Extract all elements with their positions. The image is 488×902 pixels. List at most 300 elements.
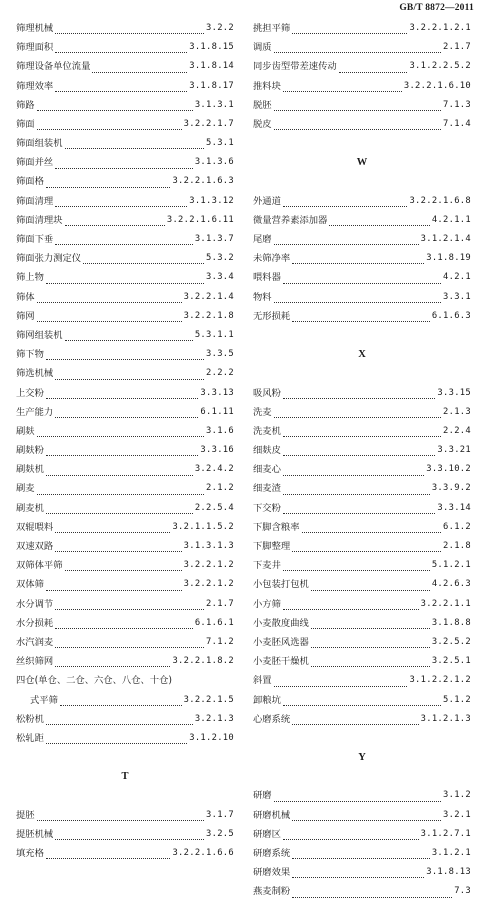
index-term: 筛上物 [16, 272, 44, 284]
index-term: 研磨区 [253, 828, 281, 840]
index-term: 刷麸 [16, 425, 35, 437]
leader-dots [55, 91, 187, 92]
index-entry [253, 806, 471, 825]
leader-dots [37, 820, 204, 821]
index-entry [16, 230, 234, 249]
index-entry [16, 134, 234, 153]
index-entry [253, 882, 471, 901]
index-entry [253, 441, 471, 460]
clause-number: 5.1.2 [443, 694, 471, 705]
index-entry [16, 384, 234, 403]
clause-number: 3.2.2.1.8.2 [172, 656, 234, 667]
leader-dots [55, 647, 204, 648]
index-term: 研磨 [253, 790, 272, 802]
index-entry [253, 480, 471, 499]
index-entry [253, 249, 471, 268]
clause-number: 3.3.13 [200, 387, 234, 398]
index-entry [253, 422, 471, 441]
clause-number: 3.1.8.15 [189, 42, 234, 53]
leader-dots [65, 570, 182, 571]
index-entry [16, 556, 234, 575]
leader-dots [55, 379, 204, 380]
section-letter: T [121, 771, 129, 783]
index-entry [16, 345, 234, 364]
clause-number: 7.1.3 [443, 99, 471, 110]
clause-number: 3.1.6 [206, 425, 234, 436]
index-term: 填充格 [16, 848, 44, 860]
index-entry [16, 575, 234, 594]
clause-number: 5.1.2.1 [431, 560, 471, 571]
clause-number: 3.2.2.1.6.10 [403, 80, 471, 91]
clause-number: 3.1.8.8 [431, 617, 471, 628]
clause-number: 5.3.1.1 [194, 329, 234, 340]
index-entry [16, 326, 234, 345]
index-entry [253, 268, 471, 287]
index-entry [253, 633, 471, 652]
index-entry [253, 844, 471, 863]
clause-number: 3.3.5 [206, 349, 234, 360]
leader-dots [283, 398, 436, 399]
leader-dots [283, 455, 436, 456]
leader-dots [292, 321, 430, 322]
leader-dots [46, 513, 193, 514]
index-entry [16, 806, 234, 825]
blank-line [253, 326, 471, 345]
index-term: 吸风粉 [253, 387, 281, 399]
leader-dots [60, 705, 182, 706]
index-term: 式平筛 [30, 694, 58, 706]
index-term: 生产能力 [16, 406, 54, 418]
leader-dots [55, 52, 187, 53]
clause-number: 3.2.2 [206, 22, 234, 33]
index-entry [16, 364, 234, 383]
index-term: 刷麦机 [16, 502, 44, 514]
leader-dots [55, 33, 204, 34]
index-entry [253, 710, 471, 729]
clause-number: 3.1.3.7 [194, 234, 234, 245]
index-entry [253, 499, 471, 518]
index-term: 小麦胚干燥机 [253, 656, 309, 668]
clause-number: 3.1.2.2.1.2 [409, 675, 471, 686]
clause-number: 3.2.2.1.6.8 [409, 195, 471, 206]
index-entry [253, 460, 471, 479]
leader-dots [311, 647, 430, 648]
clause-number: 3.2.2.1.8 [183, 310, 234, 321]
index-entry [253, 556, 471, 575]
index-entry [253, 537, 471, 556]
index-term: 研磨机械 [253, 809, 291, 821]
index-entry [16, 499, 234, 518]
clause-number: 3.2.2.1.6.6 [172, 848, 234, 859]
leader-dots [311, 628, 430, 629]
index-term: 尾磨 [253, 234, 272, 246]
index-term: 水分调节 [16, 598, 54, 610]
index-term: 燕麦制粉 [253, 886, 291, 898]
clause-number: 2.2.5.4 [194, 502, 234, 513]
index-entry [16, 441, 234, 460]
leader-dots [55, 666, 170, 667]
leader-dots [274, 110, 441, 111]
clause-number: 4.2.1.1 [431, 214, 471, 225]
clause-number: 3.2.2.1.2.1 [409, 22, 471, 33]
standard-code: GB/T 8872—2011 [399, 3, 474, 13]
index-term: 细麦渣 [253, 483, 281, 495]
index-entry [253, 96, 471, 115]
clause-number: 3.2.2.1.1 [420, 598, 471, 609]
leader-dots [292, 724, 418, 725]
clause-number: 3.2.2.1.6.3 [172, 176, 234, 187]
index-column-right [253, 19, 471, 902]
clause-number: 3.2.5.1 [431, 656, 471, 667]
index-term: 筛面下垂 [16, 234, 54, 246]
leader-dots [283, 609, 419, 610]
index-term: 筛面组装机 [16, 138, 63, 150]
clause-number: 3.1.3.6 [194, 157, 234, 168]
index-entry [253, 211, 471, 230]
clause-number: 6.1.2 [443, 521, 471, 532]
clause-number: 3.1.2.1.4 [420, 234, 471, 245]
section-letter: W [356, 157, 368, 169]
index-term: 同步齿型带差速传动 [253, 61, 337, 73]
leader-dots [283, 494, 430, 495]
index-entry [253, 307, 471, 326]
index-term: 提胚机械 [16, 828, 54, 840]
leader-dots [37, 321, 182, 322]
index-term: 挑担平筛 [253, 22, 291, 34]
index-entry [253, 230, 471, 249]
clause-number: 3.1.2.1.3 [420, 713, 471, 724]
clause-number: 3.2.1.3 [194, 713, 234, 724]
index-term: 筛面清理块 [16, 214, 63, 226]
blank-line [253, 729, 471, 748]
index-term: 筛理设备单位流量 [16, 61, 91, 73]
leader-dots [292, 858, 430, 859]
leader-dots [55, 244, 193, 245]
index-entry [16, 691, 234, 710]
clause-number: 3.3.16 [200, 445, 234, 456]
index-entry [253, 192, 471, 211]
clause-number: 4.2.1 [443, 272, 471, 283]
index-entry [16, 19, 234, 38]
index-entry [16, 633, 234, 652]
clause-number: 3.1.2 [443, 790, 471, 801]
clause-number: 2.2.2 [206, 368, 234, 379]
leader-dots [292, 263, 424, 264]
index-entry [253, 652, 471, 671]
leader-dots [274, 244, 419, 245]
index-entry [16, 422, 234, 441]
index-entry [16, 307, 234, 326]
index-term: 脱胚 [253, 99, 272, 111]
leader-dots [55, 609, 204, 610]
leader-dots [65, 340, 193, 341]
clause-number: 3.1.8.13 [426, 867, 471, 878]
leader-dots [55, 628, 193, 629]
index-entry [16, 671, 234, 690]
index-term: 松粉机 [16, 713, 44, 725]
clause-number: 3.1.2.7.1 [420, 828, 471, 839]
index-entry [253, 863, 471, 882]
blank-line [253, 364, 471, 383]
index-term: 筛网 [16, 310, 35, 322]
index-term: 刷麦 [16, 483, 35, 495]
leader-dots [329, 225, 429, 226]
leader-dots [55, 839, 204, 840]
index-entry [16, 38, 234, 57]
clause-number: 3.2.2.1.4 [183, 291, 234, 302]
leader-dots [274, 302, 441, 303]
leader-dots [283, 475, 424, 476]
index-term: 脱皮 [253, 118, 272, 130]
index-entry [16, 710, 234, 729]
leader-dots [283, 206, 408, 207]
index-entry [253, 19, 471, 38]
index-term: 筛路 [16, 99, 35, 111]
clause-number: 3.3.10.2 [426, 464, 471, 475]
index-term: 刷麸粉 [16, 445, 44, 457]
clause-number: 7.3 [454, 886, 471, 897]
index-term: 双辊喂料 [16, 521, 54, 533]
leader-dots [46, 590, 182, 591]
index-entry [16, 652, 234, 671]
index-term: 下麦井 [253, 560, 281, 572]
clause-number: 3.3.9.2 [431, 483, 471, 494]
index-term: 水分损耗 [16, 617, 54, 629]
index-entry [16, 173, 234, 192]
leader-dots [46, 398, 199, 399]
index-term: 筛体 [16, 291, 35, 303]
index-term: 微量营养素添加器 [253, 214, 328, 226]
index-entry [253, 575, 471, 594]
leader-dots [311, 666, 430, 667]
index-term: 提胚 [16, 809, 35, 821]
clause-number: 3.2.5.2 [431, 636, 471, 647]
leader-dots [283, 436, 441, 437]
index-term: 研磨系统 [253, 848, 291, 860]
leader-dots [292, 877, 424, 878]
index-entry [253, 518, 471, 537]
leader-dots [46, 455, 199, 456]
index-term: 洗麦 [253, 406, 272, 418]
index-term: 下脚整理 [253, 541, 291, 553]
index-term: 下交粉 [253, 502, 281, 514]
leader-dots [292, 897, 452, 898]
clause-number: 7.1.2 [206, 636, 234, 647]
clause-number: 3.1.3.1.3 [183, 541, 234, 552]
index-entry [16, 288, 234, 307]
leader-dots [274, 52, 441, 53]
index-entry [253, 115, 471, 134]
index-entry [253, 38, 471, 57]
index-term: 卸粮坑 [253, 694, 281, 706]
index-term: 推料块 [253, 80, 281, 92]
clause-number: 2.1.8 [443, 541, 471, 552]
clause-number: 3.1.2.10 [189, 732, 234, 743]
leader-dots [46, 475, 193, 476]
index-entry [253, 825, 471, 844]
leader-dots [46, 724, 193, 725]
index-entry [253, 595, 471, 614]
clause-number: 3.2.1.1.5.2 [172, 521, 234, 532]
clause-number: 7.1.4 [443, 118, 471, 129]
leader-dots [37, 110, 193, 111]
leader-dots [302, 532, 442, 533]
index-term: 筛理机械 [16, 22, 54, 34]
leader-dots [55, 206, 187, 207]
index-term: 细麸皮 [253, 445, 281, 457]
index-entry [253, 787, 471, 806]
leader-dots [274, 801, 441, 802]
index-entry [253, 403, 471, 422]
leader-dots [274, 417, 441, 418]
blank-line [16, 787, 234, 806]
index-term: 洗麦机 [253, 425, 281, 437]
index-term: 刷麸机 [16, 464, 44, 476]
leader-dots [283, 839, 419, 840]
leader-dots [283, 570, 430, 571]
leader-dots [55, 417, 198, 418]
index-term: 外通道 [253, 195, 281, 207]
leader-dots [37, 302, 182, 303]
index-term: 筛网组装机 [16, 329, 63, 341]
index-entry [16, 537, 234, 556]
clause-number: 3.1.3.1 [194, 99, 234, 110]
clause-number: 3.2.4.2 [194, 464, 234, 475]
index-term: 筛理效率 [16, 80, 54, 92]
leader-dots [83, 263, 204, 264]
clause-number: 3.1.3.12 [189, 195, 234, 206]
index-entry [253, 384, 471, 403]
clause-number: 2.1.2 [206, 483, 234, 494]
clause-number: 5.3.1 [206, 138, 234, 149]
index-entry [16, 403, 234, 422]
leader-dots [283, 91, 402, 92]
index-term: 筛面并丝 [16, 157, 54, 169]
index-entry [16, 614, 234, 633]
clause-number: 4.2.6.3 [431, 579, 471, 590]
index-term: 筛面格 [16, 176, 44, 188]
index-term: 水汽润麦 [16, 636, 54, 648]
leader-dots [46, 858, 171, 859]
index-term: 筛面 [16, 118, 35, 130]
clause-number: 3.2.2.1.5 [183, 694, 234, 705]
clause-number: 3.3.4 [206, 272, 234, 283]
clause-number: 3.1.2.1 [431, 848, 471, 859]
leader-dots [55, 168, 193, 169]
index-term: 四仓(单仓、二仓、六仓、八仓、十仓) [16, 675, 173, 687]
leader-dots [37, 494, 204, 495]
index-term: 筛选机械 [16, 368, 54, 380]
index-term: 筛面清理 [16, 195, 54, 207]
clause-number: 3.3.21 [437, 445, 471, 456]
index-entry [16, 460, 234, 479]
leader-dots [292, 551, 441, 552]
index-term: 上交粉 [16, 387, 44, 399]
clause-number: 3.2.2.1.2 [183, 560, 234, 571]
index-entry [16, 844, 234, 863]
index-term: 双筛体平筛 [16, 560, 63, 572]
index-term: 心磨系统 [253, 713, 291, 725]
index-entry [253, 614, 471, 633]
clause-number: 3.1.7 [206, 809, 234, 820]
index-entry [16, 268, 234, 287]
index-term: 调质 [253, 42, 272, 54]
index-term: 丝织筛网 [16, 656, 54, 668]
index-entry [16, 518, 234, 537]
index-term: 物料 [253, 291, 272, 303]
index-entry [16, 57, 234, 76]
clause-number: 3.2.2.1.2 [183, 579, 234, 590]
index-term: 筛下物 [16, 349, 44, 361]
index-term: 筛理面积 [16, 42, 54, 54]
clause-number: 2.1.7 [443, 42, 471, 53]
index-term: 未筛净率 [253, 253, 291, 265]
clause-number: 3.2.2.1.6.11 [166, 214, 234, 225]
leader-dots [55, 551, 181, 552]
clause-number: 2.1.3 [443, 406, 471, 417]
leader-dots [37, 129, 182, 130]
index-term: 下脚含粮率 [253, 521, 300, 533]
index-entry [16, 729, 234, 748]
clause-number: 3.3.1 [443, 291, 471, 302]
clause-number: 3.2.5 [206, 828, 234, 839]
index-term: 研磨效果 [253, 867, 291, 879]
leader-dots [283, 513, 436, 514]
leader-dots [339, 72, 408, 73]
clause-number: 3.2.1 [443, 809, 471, 820]
index-entry [16, 595, 234, 614]
clause-number: 6.1.11 [200, 406, 234, 417]
section-letter: X [358, 349, 366, 361]
clause-number: 6.1.6.3 [431, 310, 471, 321]
leader-dots [274, 129, 441, 130]
index-entry [253, 671, 471, 690]
index-column-left [16, 19, 234, 863]
index-entry [16, 211, 234, 230]
blank-line [16, 748, 234, 767]
index-entry [16, 153, 234, 172]
clause-number: 3.1.2.2.5.2 [409, 61, 471, 72]
leader-dots [65, 225, 165, 226]
leader-dots [46, 187, 171, 188]
clause-number: 2.1.7 [206, 598, 234, 609]
blank-line [253, 134, 471, 153]
index-entry [253, 691, 471, 710]
clause-number: 3.1.8.17 [189, 80, 234, 91]
index-term: 小麦散度曲线 [253, 617, 309, 629]
clause-number: 3.2.2.1.7 [183, 118, 234, 129]
leader-dots [55, 532, 170, 533]
leader-dots [283, 705, 441, 706]
index-entry [16, 77, 234, 96]
leader-dots [274, 686, 408, 687]
index-entry [16, 480, 234, 499]
clause-number: 6.1.6.1 [194, 617, 234, 628]
index-term: 小包装打包机 [253, 579, 309, 591]
blank-line [253, 173, 471, 192]
index-term: 小方筛 [253, 598, 281, 610]
index-term: 斜置 [253, 675, 272, 687]
leader-dots [37, 436, 204, 437]
index-entry [253, 77, 471, 96]
index-entry [16, 249, 234, 268]
leader-dots [46, 283, 204, 284]
leader-dots [292, 33, 407, 34]
index-term: 筛面张力测定仪 [16, 253, 82, 265]
index-entry [16, 96, 234, 115]
leader-dots [283, 283, 441, 284]
clause-number: 5.3.2 [206, 253, 234, 264]
